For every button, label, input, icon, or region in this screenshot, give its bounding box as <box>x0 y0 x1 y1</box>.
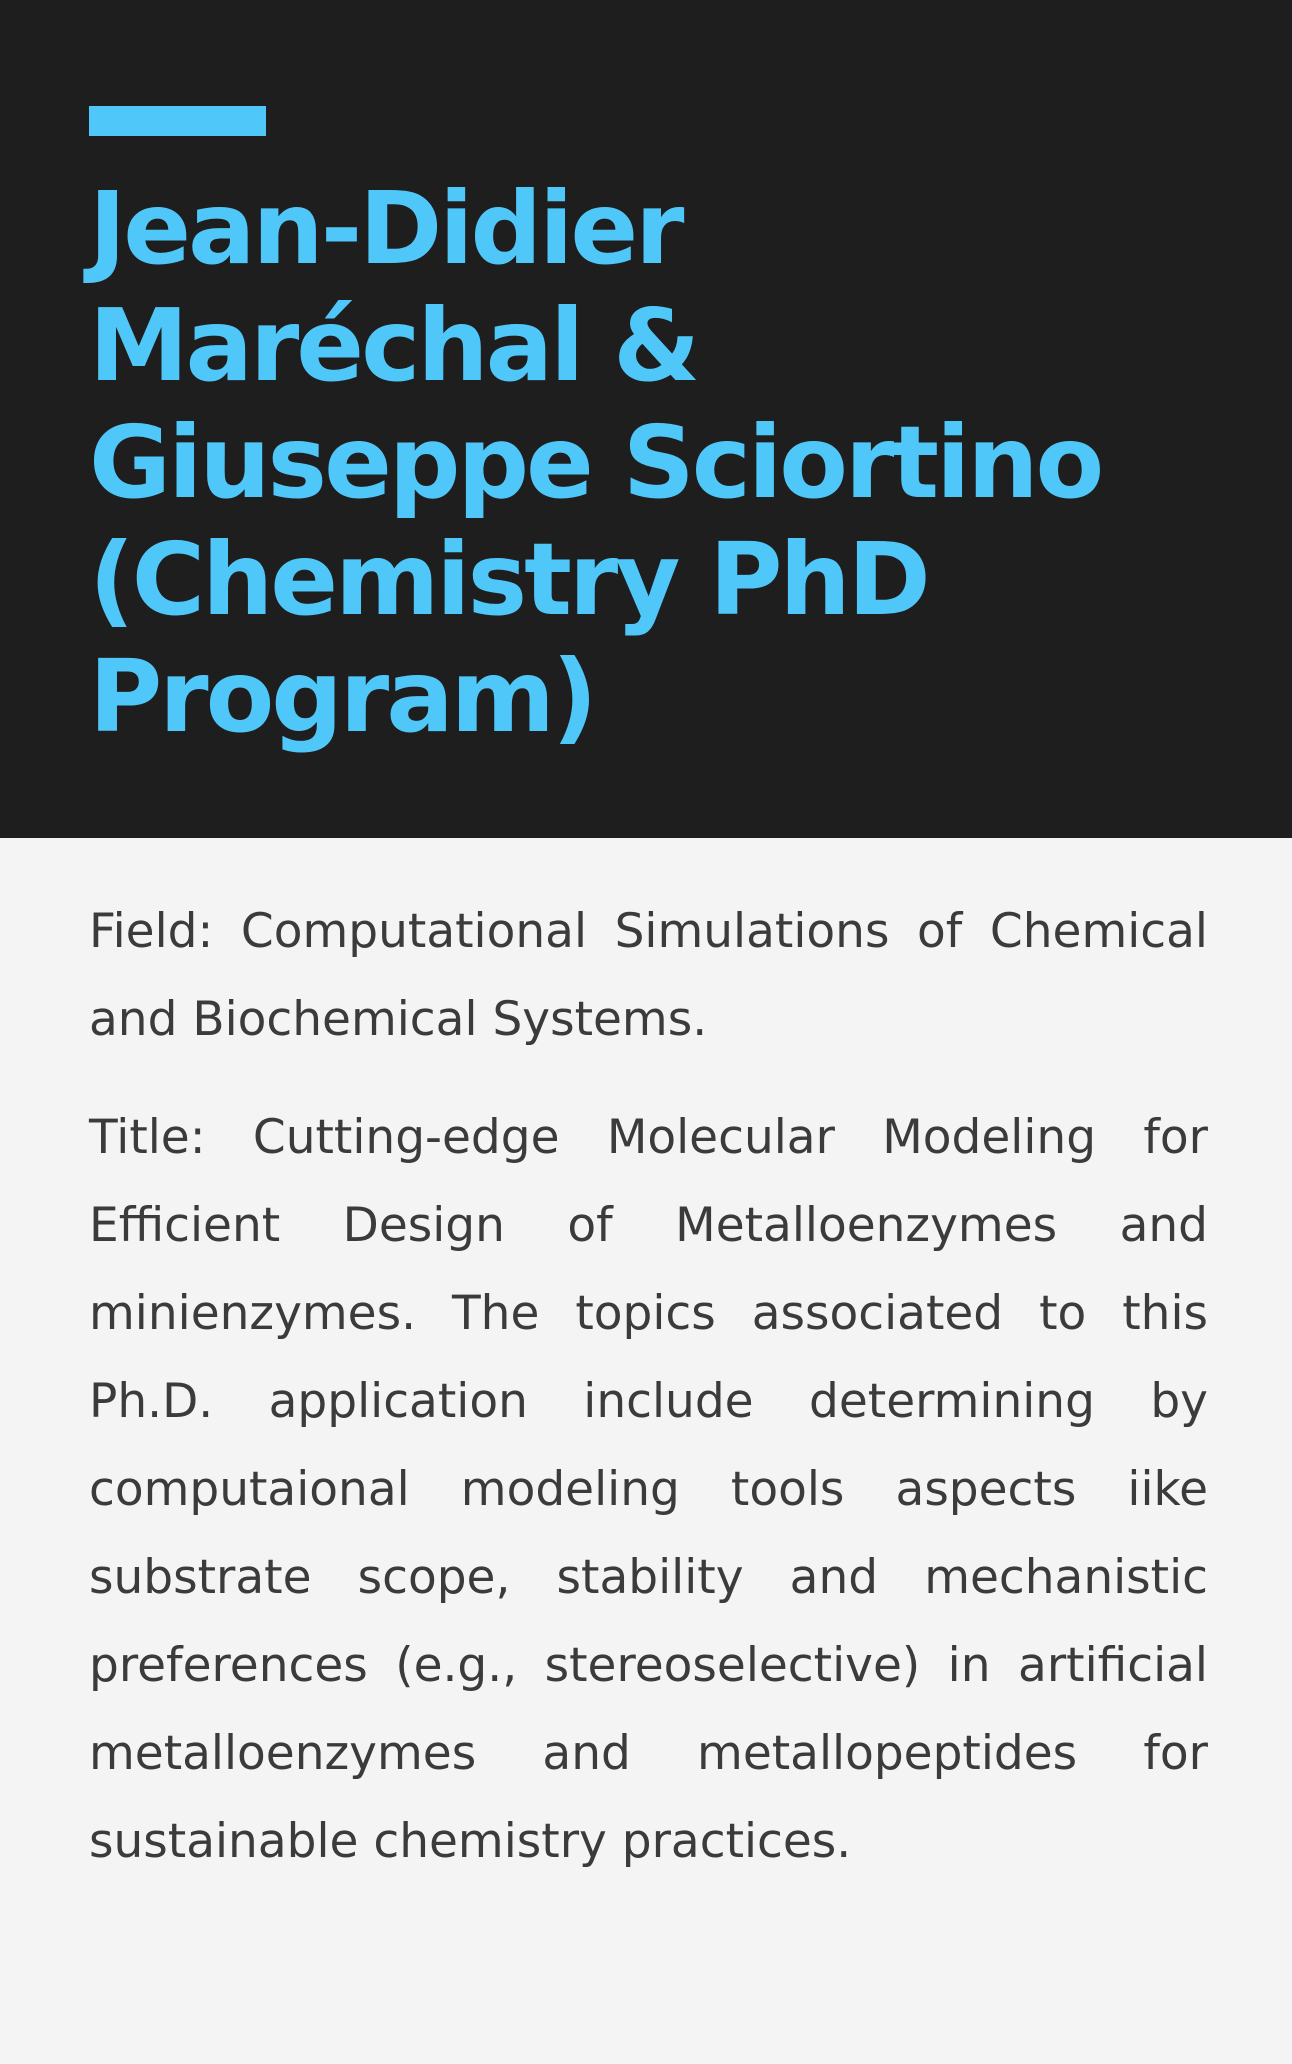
accent-bar <box>89 106 266 136</box>
content-section <box>89 888 1208 1916</box>
page-title: Jean-Didier Maréchal & Giuseppe Sciortino (Chemistry PhD Program) <box>89 170 1102 755</box>
field-paragraph: Field: Computational Simulations of Chemical and Biochemical Systems. <box>89 904 1208 1047</box>
description-paragraph: Title: Cutting-edge Molecular Modeling for Efficient Design of Metalloenzymes and minienzymes. The topics associated to this Ph.D. application include determining by computaional modeling tools aspects iike substrate scope, stability and mechanistic preferences (e.g., stereoselective) in artificial metalloenzymes and metallopeptides for sustainable chemistry practices. <box>89 1110 1208 1869</box>
header-section <box>0 0 1292 838</box>
